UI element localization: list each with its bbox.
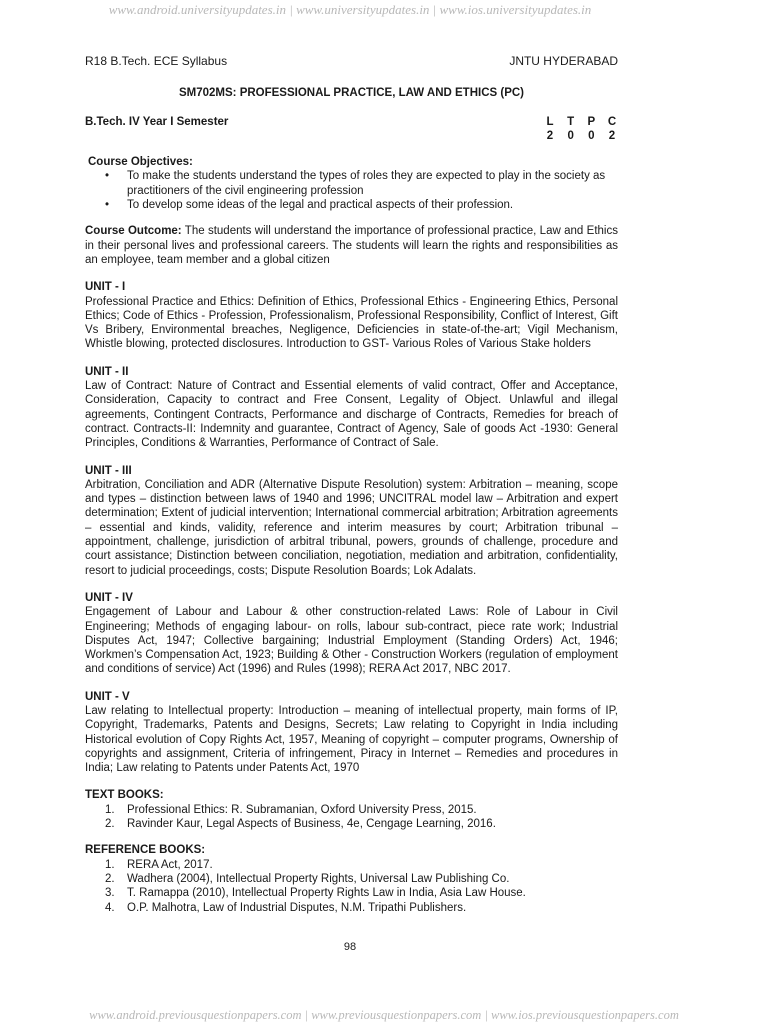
unit-text: Engagement of Labour and Labour & other construction-related Laws: Role of Labour in Civil Engineering; Methods of engaging labour- on rolls, labour sub-contract, piece rate work; Industrial Disputes Act, 1947; Collective bargaining; Industrial Employment (Standing Orders) Act, 1946; Workmen’s Compensation Act, 1923; Building & Other - Construction Workers (regulation of employment and conditions of service) Act (1996) and Rules (1998); RERA Act 2017, NBC 2017. (85, 606, 618, 676)
bullet-icon: • (105, 170, 110, 183)
list-item (105, 169, 618, 198)
unit-text: Professional Practice and Ethics: Definition of Ethics, Professional Ethics - Engineering Ethics, Personal Ethics; Code of Ethics - Profession, Professionalism, Professional Responsibility, Conflict of Interest, Gift Vs Bribery, Environmental breaches, Negligence, Deficiencies in state-of-the-art; Vigil Mechanism, Whistle blowing, protected disclosures. Introduction to GST- Various Roles of Various Stake holders (85, 295, 618, 351)
top-watermark: www.android.universityupdates.in | www.universityupdates.in | www.ios.universityupdates.in (108, 2, 592, 17)
unit-title: UNIT - II (85, 365, 129, 378)
book-text: RERA Act, 2017. (127, 858, 213, 871)
ltpc-label: T (567, 115, 575, 128)
unit-text: Law relating to Intellectual property: Introduction – meaning of intellectual property, main forms of IP, Copyright, Trademarks, Patents and Designs, Secrets; Law relating to Copyright in India including Historical evolution of Copy Rights Act, 1957, Meaning of copyright – computer programs, Ownership of copyrights and assignment, Criteria of infringement, Piracy in Internet – Remedies and procedures in India; Law relating to Patents under Patents Act, 1970 (85, 704, 618, 775)
unit-section (85, 280, 618, 351)
ltpc-value: 0 (567, 129, 574, 142)
list-item: 4. O.P. Malhotra, Law of Industrial Disputes, N.M. Tripathi Publishers. (105, 901, 467, 914)
unit-title: UNIT - V (85, 690, 130, 703)
bottom-watermark: www.android.previousquestionpapers.com | www.previousquestionpapers.com | www.ios.previousquestionpapers.com (89, 1008, 679, 1022)
text-books-section (85, 788, 618, 831)
header-right: JNTU HYDERABAD (509, 54, 618, 68)
ltpc-value: 0 (588, 129, 595, 142)
unit-section (85, 464, 618, 578)
list-item: 1. RERA Act, 2017. (105, 858, 213, 871)
ltpc-label: P (587, 115, 596, 128)
outcome-heading: Course Outcome: (85, 225, 182, 238)
reference-books-list (85, 858, 618, 915)
page-number: 98 (343, 941, 357, 953)
unit-section (85, 365, 618, 451)
objectives-list (85, 169, 618, 212)
syllabus-page (85, 54, 618, 915)
course-outcome (85, 224, 618, 267)
unit-title: UNIT - I (85, 281, 126, 294)
unit-title: UNIT - III (85, 464, 132, 477)
list-item: 3. T. Ramappa (2010), Intellectual Property Rights Law in India, Asia Law House. (105, 887, 526, 900)
semester-label: B.Tech. IV Year I Semester (85, 115, 229, 128)
ltpc-table (544, 115, 618, 144)
ltpc-values (544, 129, 618, 143)
text-books-heading: TEXT BOOKS: (85, 789, 164, 802)
list-item: 2. Ravinder Kaur, Legal Aspects of Business, 4e, Cengage Learning, 2016. (105, 818, 496, 831)
book-text: Ravinder Kaur, Legal Aspects of Business, 4e, Cengage Learning, 2016. (127, 818, 496, 831)
unit-section (85, 690, 618, 776)
objective-text: To make the students understand the types of roles they are expected to play in the society as practitioners of the civil engineering profession (127, 170, 606, 197)
text-books-list (85, 803, 618, 832)
book-text: T. Ramappa (2010), Intellectual Property Rights Law in India, Asia Law House. (127, 887, 526, 900)
book-text: Wadhera (2004), Intellectual Property Rights, Universal Law Publishing Co. (127, 872, 510, 885)
ltpc-label: C (607, 115, 617, 128)
book-text: Professional Ethics: R. Subramanian, Oxford University Press, 2015. (127, 803, 477, 816)
page-header (85, 54, 618, 68)
book-text: O.P. Malhotra, Law of Industrial Disputes, N.M. Tripathi Publishers. (127, 901, 467, 914)
unit-section (85, 591, 618, 677)
objective-text: To develop some ideas of the legal and practical aspects of their profession. (127, 199, 514, 212)
unit-text: Arbitration, Conciliation and ADR (Alternative Dispute Resolution) system: Arbitration – meaning, scope and types – distinction between laws of 1940 and 1996; UNCITRAL model law – Arbitration and expert determination; Extent of judicial intervention; International commercial arbitration; Arbitration agreements – essential and kinds, validity, reference and interim measures by court; Arbitration tribunal – appointment, challenge, jurisdiction of arbitral tribunal, powers, grounds of challenge, procedure and court assistance; Distinction between conciliation, negotiation, mediation and arbitration, confidentiality, resort to judicial proceedings, costs; Dispute Resolution Boards; Lok Adalats. (85, 478, 618, 577)
outcome-text: The students will understand the importance of professional practice, Law and Ethics in their personal lives and professional careers. The students will learn the rights and responsibilities as an employee, team member and a global citizen (85, 225, 618, 266)
bullet-icon: • (105, 199, 110, 212)
objectives-heading: Course Objectives: (88, 156, 193, 169)
list-item: 2. Wadhera (2004), Intellectual Property Rights, Universal Law Publishing Co. (105, 872, 510, 885)
reference-books-heading: REFERENCE BOOKS: (85, 844, 206, 857)
ltpc-labels (544, 115, 618, 129)
unit-title: UNIT - IV (85, 591, 133, 604)
semester-row (85, 115, 618, 144)
ltpc-value: 2 (608, 129, 616, 142)
header-left: R18 B.Tech. ECE Syllabus (85, 54, 228, 68)
ltpc-value: 2 (546, 129, 554, 142)
unit-text: Law of Contract: Nature of Contract and Essential elements of valid contract, Offer and Acceptance, Consideration, Capacity to contract and Free Consent, Legality of Object. Unlawful and illegal agreements, Contingent Contracts, Performance and discharge of Contracts, Remedies for breach of contract. Contracts-II: Indemnity and guarantee, Contract of Agency, Sale of goods Act -1930: General Principles, Conditions & Warranties, Performance of Contract of Sale. (85, 380, 618, 450)
course-title: SM702MS: PROFESSIONAL PRACTICE, LAW AND ETHICS (PC) (178, 87, 525, 100)
list-item: 1. Professional Ethics: R. Subramanian, Oxford University Press, 2015. (105, 803, 477, 816)
list-item (105, 198, 618, 212)
ltpc-label: L (546, 115, 554, 128)
reference-books-section (85, 843, 618, 914)
